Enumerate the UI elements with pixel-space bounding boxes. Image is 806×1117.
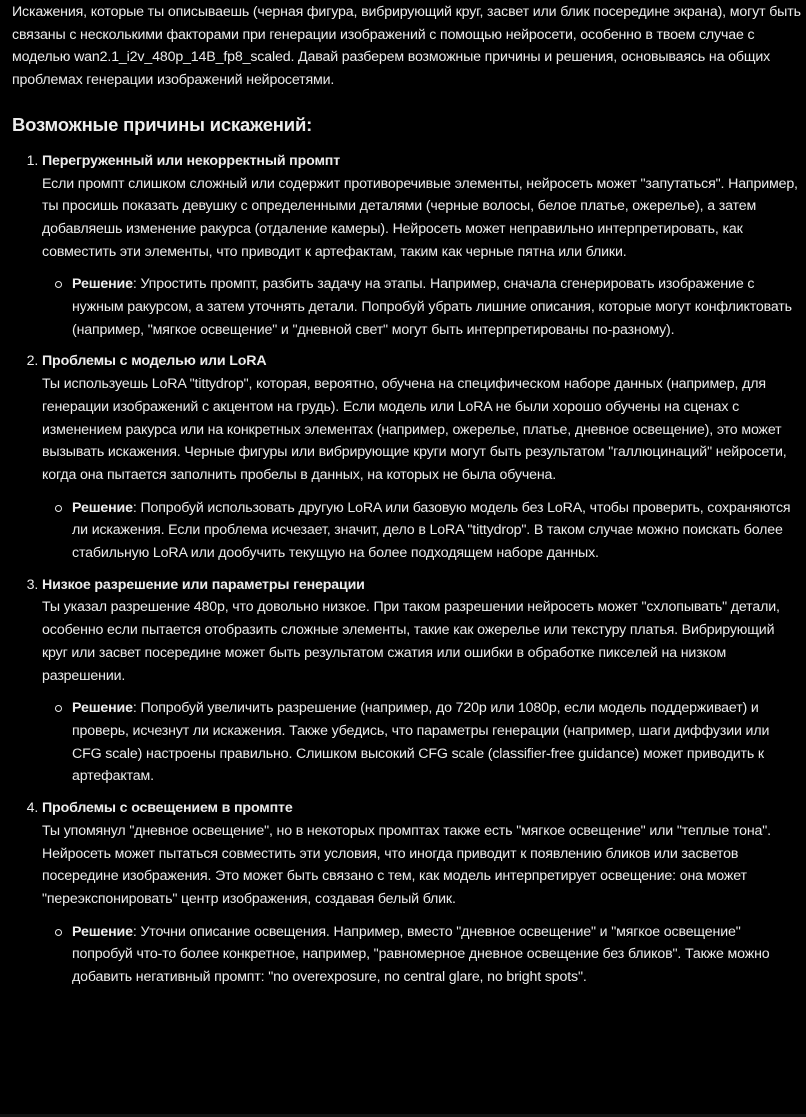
solution-item bbox=[72, 697, 802, 788]
solution-label: Решение bbox=[72, 923, 133, 940]
solution-item bbox=[72, 273, 802, 341]
cause-body: Ты используешь LoRA "tittydrop", которая, вероятно, обучена на специфическом наборе данных (например, для генерации изображений с акцентом на грудь). Если модель или LoRA не были хорошо обучены на сценах с изменением ракурса или на конкретных элементах (например, ожерелье, платье, дневное освещение), это может вызывать искажения. Черные фигуры или вибрирующие круги могут быть результатом "галлюцинаций" нейросети, когда она пытается заполнить пробелы в данных, на которых не была обучена. bbox=[42, 376, 787, 483]
solution-text: : Уточни описание освещения. Например, вместо "дневное освещение" и "мягкое освещение" попробуй что-то более конкретное, например, "равномерное дневное освещение без бликов". Также можно добавить негативный промпт: "no overexposure, no central glare, no bright spots". bbox=[72, 923, 770, 986]
solution-text: : Попробуй использовать другую LoRA или базовую модель без LoRA, чтобы проверить, сохраняются ли искажения. Если проблема исчезает, значит, дело в LoRA "tittydrop". В таком случае можно поискать более стабильную LoRA или дообучить текущую на более подходящем наборе данных. bbox=[72, 499, 791, 562]
cause-item bbox=[42, 574, 802, 788]
solution-list bbox=[42, 921, 802, 989]
section-heading: Возможные причины искажений: bbox=[12, 113, 313, 135]
solution-item bbox=[72, 921, 802, 989]
solution-text: : Упростить промпт, разбить задачу на этапы. Например, сначала сгенерировать изображение с нужным ракурсом, а затем уточнять детали. Попробуй убрать лишние описания, которые могут конфликтовать (например, "мягкое освещение" и "дневной свет" могут быть интерпретированы по-разному). bbox=[72, 276, 792, 338]
circle-bullet-icon bbox=[55, 929, 62, 936]
solution-list bbox=[42, 497, 802, 565]
cause-item bbox=[42, 350, 802, 564]
circle-bullet-icon bbox=[55, 281, 62, 288]
cause-title: Проблемы с моделью или LoRA bbox=[42, 353, 267, 370]
solution-item bbox=[72, 497, 802, 565]
solution-label: Решение bbox=[72, 276, 133, 293]
cause-title: Перегруженный или некорректный промпт bbox=[42, 152, 341, 169]
chat-message bbox=[12, 1, 802, 998]
solution-label: Решение bbox=[72, 499, 133, 516]
intro-paragraph: Искажения, которые ты описываешь (черная фигура, вибрирующий круг, засвет или блик посередине экрана), могут быть связаны с несколькими факторами при генерации изображений с помощью нейросети, особенно в твоем случае с моделью wan2.1_i2v_480p_14B_fp8_scaled. Давай разберем возможные причины и решения, основываясь на общих проблемах генерации изображений нейросетями. bbox=[12, 4, 801, 89]
cause-title: Низкое разрешение или параметры генерации bbox=[42, 576, 365, 593]
solution-list bbox=[42, 697, 802, 788]
cause-item bbox=[42, 797, 802, 989]
solution-label: Решение bbox=[72, 700, 133, 717]
cause-body: Если промпт слишком сложный или содержит противоречивые элементы, нейросеть может "запутаться". Например, ты просишь показать девушку с определенными деталями (черные волосы, белое платье, ожерелье), а затем добавляешь изменение ракурса (отдаление камеры). Нейросеть может неправильно интерпретировать, как совместить эти элементы, что приводит к артефактам, таким как черные пятна или блики. bbox=[42, 175, 798, 260]
circle-bullet-icon bbox=[55, 705, 62, 712]
solution-text: : Попробуй увеличить разрешение (например, до 720p или 1080p, если модель поддерживает) и проверь, исчезнут ли искажения. Также убедись, что параметры генерации (например, шаги диффузии или CFG scale) настроены правильно. Слишком высокий CFG scale (classifier-free guidance) может приводить к артефактам. bbox=[72, 700, 770, 785]
causes-list bbox=[12, 150, 802, 989]
cause-item bbox=[42, 150, 802, 342]
cause-body: Ты упомянул "дневное освещение", но в некоторых промптах также есть "мягкое освещение" или "теплые тона". Нейросеть может пытаться совместить эти условия, что иногда приводит к появлению бликов или засветов посередине изображения. Это может быть связано с тем, как модель интерпретирует освещение: она может "переэкспонировать" центр изображения, создавая белый блик. bbox=[42, 822, 771, 907]
cause-body: Ты указал разрешение 480p, что довольно низкое. При таком разрешении нейросеть может "схлопывать" детали, особенно если пытается отобразить сложные элементы, такие как ожерелье или текстуру платья. Вибрирующий круг или засвет посередине может быть результатом сжатия или ошибки в обработке пикселей на низком разрешении. bbox=[42, 599, 780, 684]
solution-list bbox=[42, 273, 802, 341]
cause-title: Проблемы с освещением в промпте bbox=[42, 800, 293, 817]
circle-bullet-icon bbox=[55, 505, 62, 512]
